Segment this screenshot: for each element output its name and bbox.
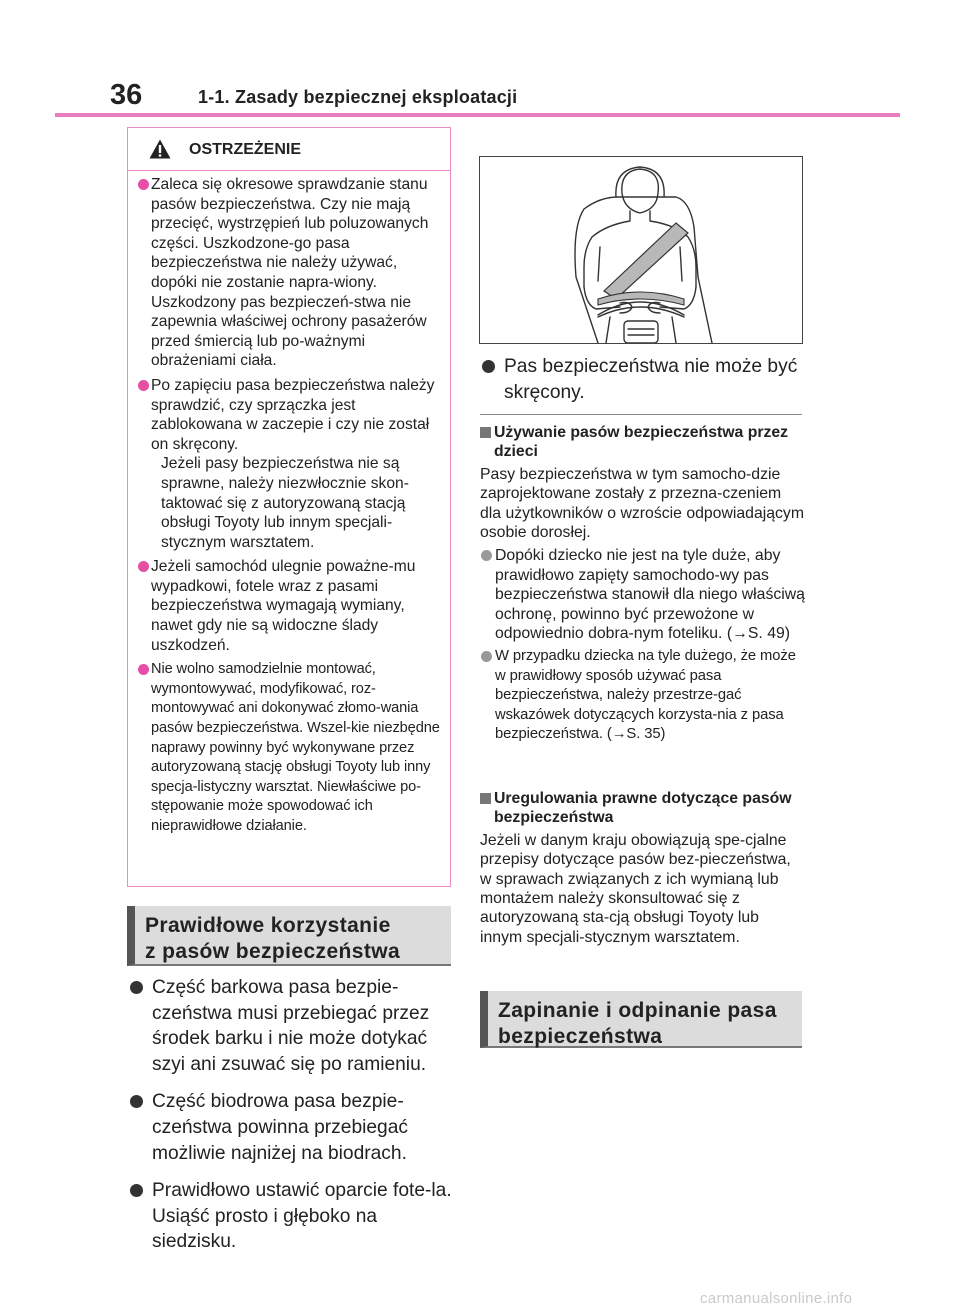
warning-item bbox=[138, 557, 446, 655]
regulations-section bbox=[480, 789, 805, 947]
seatbelt-illustration bbox=[479, 156, 803, 344]
subsection-heading-text: Uregulowania prawne dotyczące pasów bezpieczeństwa bbox=[494, 790, 792, 827]
bullet-icon bbox=[481, 550, 492, 561]
section-heading-line: z pasów bezpieczeństwa bbox=[145, 940, 401, 963]
paragraph: Pasy bezpieczeństwa w tym samocho-dzie zaprojektowane zostały z przezna-czeniem dla użytkowników o wzroście odpowiadającym osobie dorosłej. bbox=[480, 465, 804, 542]
subsection-heading bbox=[480, 423, 805, 462]
watermark: carmanualsonline.info bbox=[700, 1290, 853, 1307]
bullet-icon bbox=[138, 664, 149, 675]
list-item-text: Prawidłowo ustawić oparcie fote-la. Usiąść prosto i głęboko na siedzisku. bbox=[152, 1180, 452, 1253]
warning-box bbox=[127, 127, 451, 887]
warning-header bbox=[128, 128, 450, 171]
list-item bbox=[127, 1178, 452, 1255]
bullet-icon bbox=[130, 1184, 143, 1197]
caption-text: Pas bezpieczeństwa nie może być skręcony. bbox=[504, 356, 798, 403]
list-item-text: Część barkowa pasa bezpie-czeństwa musi przebiegać przez środek barku i nie może dotykać szyi ani zsuwać się po ramieniu. bbox=[152, 977, 430, 1075]
bullet-icon bbox=[138, 561, 149, 572]
header-rule bbox=[55, 113, 900, 117]
warning-item bbox=[138, 660, 446, 836]
warning-item-text: Zaleca się okresowe sprawdzanie stanu pasów bezpieczeństwa. Czy nie mają przecięć, wystrzępień lub poluzowanych części. Uszkodzone-go pasa bezpieczeństwa nie należy używać, dopóki nie zostanie napra-wiony. Uszkodzony pas bezpieczeń-stwa nie zapewnia właściwej ochrony pasażerów przed śmiercią lub po-ważnymi obrażeniami ciała. bbox=[151, 176, 429, 370]
list-item bbox=[127, 975, 452, 1077]
warning-list bbox=[138, 175, 446, 842]
warning-item-subtext: Jeżeli pasy bezpieczeństwa nie są sprawne, należy niezwłocznie skon-taktować się z autoryzowaną stacją obsługi Toyoty lub innym specjali-stycznym warsztatem. bbox=[161, 455, 409, 551]
warning-title: OSTRZEŻENIE bbox=[189, 141, 302, 158]
warning-item-text: Nie wolno samodzielnie montować, wymontowywać, modyfikować, roz-montowywać ani dokonywać złomo-wania pasów bezpieczeństwa. Wszel-kie niezbędne naprawy powinny być wykonywane przez autoryzowaną stację obsługi Toyoty lub inny specja-listyczny warsztat. Niewłaściwe po-stępowanie może spowodować ich nieprawidłowe działanie. bbox=[151, 661, 440, 834]
section-heading-fastening bbox=[480, 991, 802, 1048]
section-heading-line: bezpieczeństwa bbox=[498, 1025, 663, 1048]
subsection-heading bbox=[480, 789, 805, 828]
section-heading-correct-use bbox=[127, 906, 451, 966]
bullet-icon bbox=[130, 1095, 143, 1108]
correct-use-list bbox=[127, 975, 452, 1267]
list-item bbox=[127, 1089, 452, 1166]
bullet-icon bbox=[482, 360, 495, 373]
warning-item-text: Jeżeli samochód ulegnie poważne-mu wypadkowi, fotele wraz z pasami bezpieczeństwa wymagają wymiany, nawet gdy nie są widoczne ślady uszkodzeń. bbox=[151, 558, 416, 654]
subsection-heading-text: Używanie pasów bezpieczeństwa przez dzieci bbox=[494, 424, 789, 461]
bullet-icon bbox=[130, 981, 143, 994]
square-bullet-icon bbox=[480, 427, 491, 438]
warning-item-text: Po zapięciu pasa bezpieczeństwa należy sprawdzić, czy sprzączka jest zablokowana w zaczepie i czy nie został on skręcony. bbox=[151, 376, 435, 453]
bullet-icon bbox=[138, 380, 149, 391]
page-number: 36 bbox=[110, 79, 143, 111]
section-heading-line: Prawidłowe korzystanie bbox=[145, 914, 391, 937]
warning-triangle-icon bbox=[149, 139, 171, 159]
section-heading-line: Zapinanie i odpinanie pasa bbox=[498, 999, 777, 1022]
bullet-icon bbox=[481, 651, 492, 662]
list-item bbox=[480, 647, 805, 744]
list-item-text: W przypadku dziecka na tyle dużego, że może w prawidłowy sposób używać pasa bezpieczeństwa, należy przestrze-gać wskazówek dotyczących korzysta-nia z pasa bezpieczeństwa. (→S. 35) bbox=[495, 648, 796, 743]
seated-person-with-belt-icon bbox=[480, 157, 802, 343]
warning-item bbox=[138, 175, 446, 371]
list-item-text: Dopóki dziecko nie jest na tyle duże, aby prawidłowo zapięty samochodo-wy pas bezpieczeństwa stanowił dla niego właściwą ochronę, powinno być przewożone w odpowiednio dobra-nym foteliku. (→S. 49) bbox=[495, 547, 805, 643]
paragraph: Jeżeli w danym kraju obowiązują spe-cjalne przepisy dotyczące pasów bez-pieczeństwa, w sprawach związanych z ich wymianą lub montażem należy skonsultować się z autoryzowaną sta-cją obsługi Toyoty lub innym specjali-stycznym warsztatem. bbox=[480, 831, 791, 946]
list-item-text: Część biodrowa pasa bezpie-czeństwa powinna przebiegać możliwie najniżej na biodrach. bbox=[152, 1091, 408, 1164]
divider bbox=[480, 414, 802, 415]
warning-item bbox=[138, 376, 446, 552]
children-section bbox=[480, 423, 805, 745]
list-item bbox=[480, 546, 805, 643]
chapter-title: 1-1. Zasady bezpiecznej eksploatacji bbox=[198, 87, 518, 107]
square-bullet-icon bbox=[480, 793, 491, 804]
image-caption bbox=[479, 354, 828, 405]
bullet-icon bbox=[138, 179, 149, 190]
